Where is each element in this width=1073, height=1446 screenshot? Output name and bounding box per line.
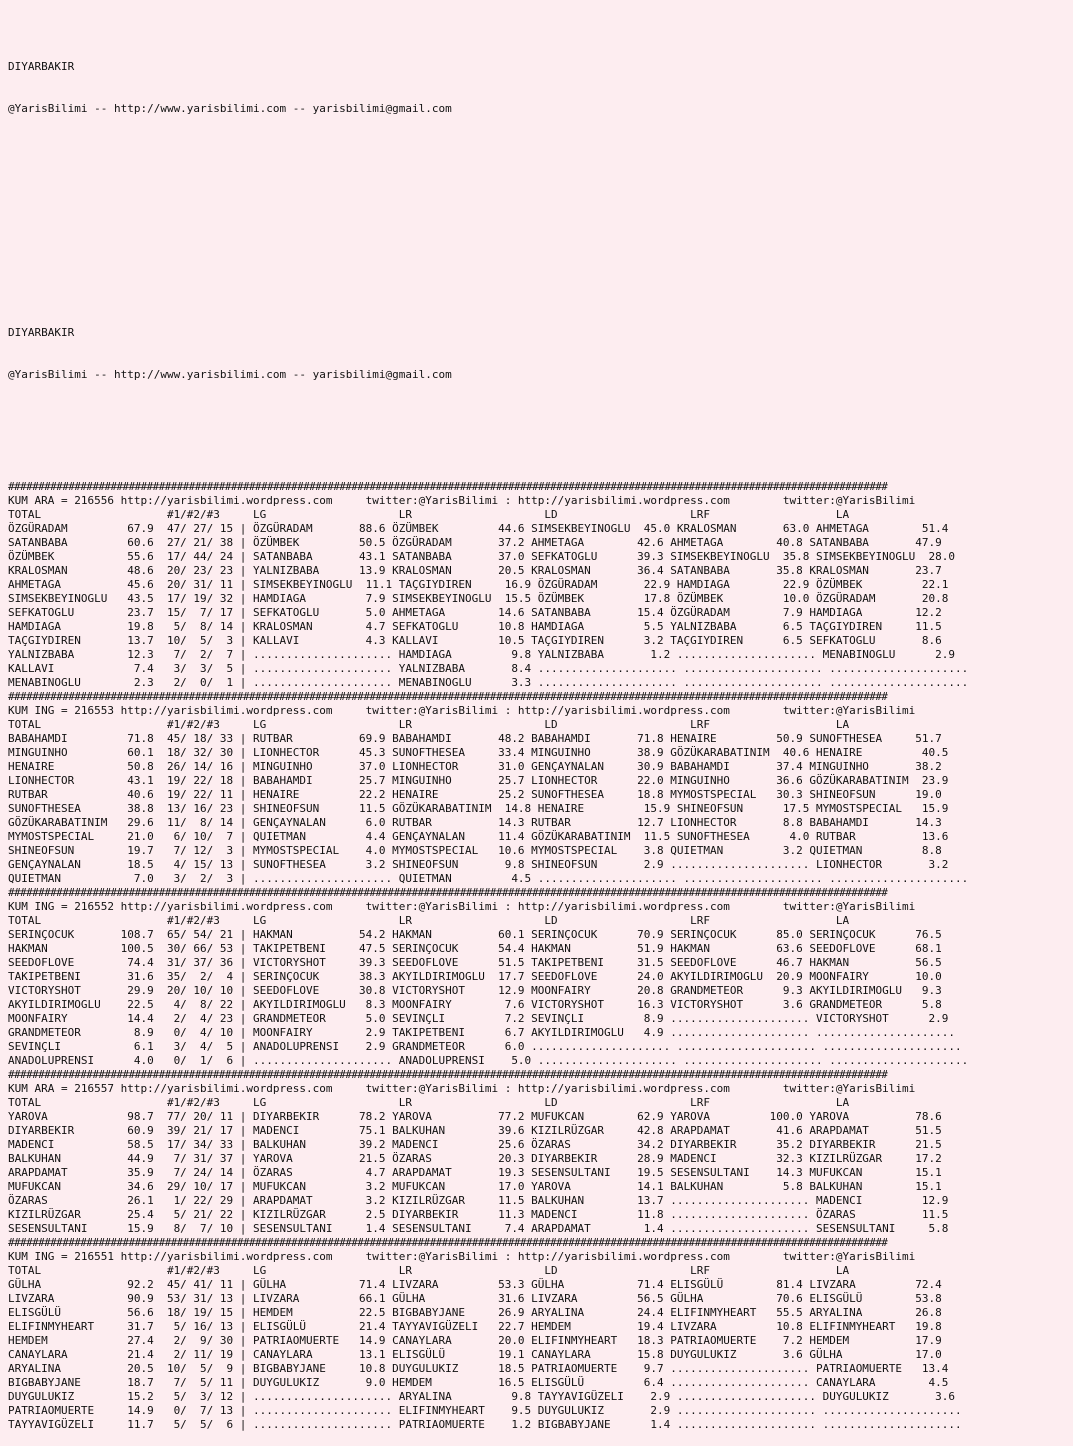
race-header-line: KUM ING = 216553 http://yarisbilimi.wordpress.com twitter:@YarisBilimi : http://yarisbilimi.wordpress.com twitter:@YarisBilimi	[8, 704, 916, 717]
table-row: TAYYAVIGÜZELI 11.7 5/ 5/ 6 | ..................... PATRIAOMUERTE 1.2 BIGBABYJANE 1.4 ..................... .....................	[8, 1418, 962, 1431]
table-row: KIZILRÜZGAR 25.4 5/ 21/ 22 | KIZILRÜZGAR 2.5 DIYARBEKIR 11.3 MADENCI 11.8 ..................... ÖZARAS 11.5	[8, 1208, 949, 1221]
table-row: TAKIPETBENI 31.6 35/ 2/ 4 | SERINÇOCUK 38.3 AKYILDIRIMOGLU 17.7 SEEDOFLOVE 24.0 AKYILDIRIMOGLU 20.9 MOONFAIRY 10.0	[8, 970, 942, 983]
column-header-row: TOTAL #1/#2/#3 LG LR LD LRF LA	[8, 508, 850, 521]
separator-line: ##################################################################################################################################################	[8, 690, 888, 703]
table-row: SEFKATOGLU 23.7 15/ 7/ 17 | SEFKATOGLU 5.0 AHMETAGA 14.6 SATANBABA 15.4 ÖZGÜRADAM 7.9 HAMDIAGA 12.2	[8, 606, 942, 619]
document-page	[8, 4, 1073, 1446]
table-row: ANADOLUPRENSI 4.0 0/ 1/ 6 | ..................... ANADOLUPRENSI 5.0 ..................... ..................... .....................	[8, 1054, 969, 1067]
table-row: GÜLHA 92.2 45/ 41/ 11 | GÜLHA 71.4 LIVZARA 53.3 GÜLHA 71.4 ELISGÜLÜ 81.4 LIVZARA 72.4	[8, 1278, 942, 1291]
race-header-line: KUM ARA = 216556 http://yarisbilimi.wordpress.com twitter:@YarisBilimi : http://yarisbilimi.wordpress.com twitter:@YarisBilimi	[8, 494, 916, 507]
race-header-line: KUM ING = 216551 http://yarisbilimi.wordpress.com twitter:@YarisBilimi : http://yarisbilimi.wordpress.com twitter:@YarisBilimi	[8, 1250, 916, 1263]
table-row: KRALOSMAN 48.6 20/ 23/ 23 | YALNIZBABA 13.9 KRALOSMAN 20.5 KRALOSMAN 36.4 SATANBABA 35.8 KRALOSMAN 23.7	[8, 564, 942, 577]
separator-line: ##################################################################################################################################################	[8, 886, 888, 899]
table-row: HAKMAN 100.5 30/ 66/ 53 | TAKIPETBENI 47.5 SERINÇOCUK 54.4 HAKMAN 51.9 HAKMAN 63.6 SEEDOFLOVE 68.1	[8, 942, 942, 955]
separator-line: ##################################################################################################################################################	[8, 1068, 888, 1081]
race-section	[8, 494, 1073, 690]
table-row: SERINÇOCUK 108.7 65/ 54/ 21 | HAKMAN 54.2 HAKMAN 60.1 SERINÇOCUK 70.9 SERINÇOCUK 85.0 SERINÇOCUK 76.5	[8, 928, 942, 941]
header-block	[8, 298, 1073, 410]
race-header-line: KUM ARA = 216557 http://yarisbilimi.wordpress.com twitter:@YarisBilimi : http://yarisbilimi.wordpress.com twitter:@YarisBilimi	[8, 1082, 916, 1095]
header-contact: @YarisBilimi -- http://www.yarisbilimi.com -- yarisbilimi@gmail.com	[8, 102, 452, 115]
table-row: DIYARBEKIR 60.9 39/ 21/ 17 | MADENCI 75.1 BALKUHAN 39.6 KIZILRÜZGAR 42.8 ARAPDAMAT 41.6 ARAPDAMAT 51.5	[8, 1124, 942, 1137]
table-row: DUYGULUKIZ 15.2 5/ 3/ 12 | ..................... ARYALINA 9.8 TAYYAVIGÜZELI 2.9 ..................... DUYGULUKIZ 3.6	[8, 1390, 956, 1403]
table-row: ARYALINA 20.5 10/ 5/ 9 | BIGBABYJANE 10.8 DUYGULUKIZ 18.5 PATRIAOMUERTE 9.7 ..................... PATRIAOMUERTE 13.4	[8, 1362, 949, 1375]
race-section	[8, 1082, 1073, 1236]
race-sections	[8, 480, 1073, 1432]
table-row: ÖZGÜRADAM 67.9 47/ 27/ 15 | ÖZGÜRADAM 88.6 ÖZÜMBEK 44.6 SIMSEKBEYINOGLU 45.0 KRALOSMAN 63.0 AHMETAGA 51.4	[8, 522, 949, 535]
table-row: SEEDOFLOVE 74.4 31/ 37/ 36 | VICTORYSHOT 39.3 SEEDOFLOVE 51.5 TAKIPETBENI 31.5 SEEDOFLOVE 46.7 HAKMAN 56.5	[8, 956, 942, 969]
table-row: HENAIRE 50.8 26/ 14/ 16 | MINGUINHO 37.0 LIONHECTOR 31.0 GENÇAYNALAN 30.9 BABAHAMDI 37.4 MINGUINHO 38.2	[8, 760, 942, 773]
table-row: MUFUKCAN 34.6 29/ 10/ 17 | MUFUKCAN 3.2 MUFUKCAN 17.0 YAROVA 14.1 BALKUHAN 5.8 BALKUHAN 15.1	[8, 1180, 942, 1193]
table-row: MINGUINHO 60.1 18/ 32/ 30 | LIONHECTOR 45.3 SUNOFTHESEA 33.4 MINGUINHO 38.9 GÖZÜKARABATINIM 40.6 HENAIRE 40.5	[8, 746, 949, 759]
table-row: SIMSEKBEYINOGLU 43.5 17/ 19/ 32 | HAMDIAGA 7.9 SIMSEKBEYINOGLU 15.5 ÖZÜMBEK 17.8 ÖZÜMBEK 10.0 ÖZGÜRADAM 20.8	[8, 592, 949, 605]
table-row: TAÇGIYDIREN 13.7 10/ 5/ 3 | KALLAVI 4.3 KALLAVI 10.5 TAÇGIYDIREN 3.2 TAÇGIYDIREN 6.5 SEFKATOGLU 8.6	[8, 634, 942, 647]
race-section	[8, 704, 1073, 886]
blank-line	[8, 256, 1073, 270]
table-row: LIONHECTOR 43.1 19/ 22/ 18 | BABAHAMDI 25.7 MINGUINHO 25.7 LIONHECTOR 22.0 MINGUINHO 36.6 GÖZÜKARABATINIM 23.9	[8, 774, 949, 787]
blank-line	[8, 438, 1073, 452]
blank-line	[8, 214, 1073, 228]
table-row: ARAPDAMAT 35.9 7/ 24/ 14 | ÖZARAS 4.7 ARAPDAMAT 19.3 SESENSULTANI 19.5 SESENSULTANI 14.3 MUFUKCAN 15.1	[8, 1166, 942, 1179]
column-header-row: TOTAL #1/#2/#3 LG LR LD LRF LA	[8, 718, 850, 731]
table-row: MADENCI 58.5 17/ 34/ 33 | BALKUHAN 39.2 MADENCI 25.6 ÖZARAS 34.2 DIYARBEKIR 35.2 DIYARBEKIR 21.5	[8, 1138, 942, 1151]
table-row: BIGBABYJANE 18.7 7/ 5/ 11 | DUYGULUKIZ 9.0 HEMDEM 16.5 ELISGÜLÜ 6.4 ..................... CANAYLARA 4.5	[8, 1376, 949, 1389]
table-row: GÖZÜKARABATINIM 29.6 11/ 8/ 14 | GENÇAYNALAN 6.0 RUTBAR 14.3 RUTBAR 12.7 LIONHECTOR 8.8 BABAHAMDI 14.3	[8, 816, 942, 829]
header-block	[8, 32, 1073, 144]
table-row: RUTBAR 40.6 19/ 22/ 11 | HENAIRE 22.2 HENAIRE 25.2 SUNOFTHESEA 18.8 MYMOSTSPECIAL 30.3 SHINEOFSUN 19.0	[8, 788, 942, 801]
table-row: ÖZARAS 26.1 1/ 22/ 29 | ARAPDAMAT 3.2 KIZILRÜZGAR 11.5 BALKUHAN 13.7 ..................... MADENCI 12.9	[8, 1194, 949, 1207]
table-row: KALLAVI 7.4 3/ 3/ 5 | ..................... YALNIZBABA 8.4 ..................... ..................... .....................	[8, 662, 969, 675]
separator-line: ##################################################################################################################################################	[8, 480, 888, 493]
race-header-line: KUM ING = 216552 http://yarisbilimi.wordpress.com twitter:@YarisBilimi : http://yarisbilimi.wordpress.com twitter:@YarisBilimi	[8, 900, 916, 913]
blank-line	[8, 172, 1073, 186]
table-row: AHMETAGA 45.6 20/ 31/ 11 | SIMSEKBEYINOGLU 11.1 TAÇGIYDIREN 16.9 ÖZGÜRADAM 22.9 HAMDIAGA 22.9 ÖZÜMBEK 22.1	[8, 578, 949, 591]
table-row: SESENSULTANI 15.9 8/ 7/ 10 | SESENSULTANI 1.4 SESENSULTANI 7.4 ARAPDAMAT 1.4 ..................... SESENSULTANI 5.8	[8, 1222, 949, 1235]
table-row: MYMOSTSPECIAL 21.0 6/ 10/ 7 | QUIETMAN 4.4 GENÇAYNALAN 11.4 GÖZÜKARABATINIM 11.5 SUNOFTHESEA 4.0 RUTBAR 13.6	[8, 830, 949, 843]
table-row: ELIFINMYHEART 31.7 5/ 16/ 13 | ELISGÜLÜ 21.4 TAYYAVIGÜZELI 22.7 HEMDEM 19.4 LIVZARA 10.8 ELIFINMYHEART 19.8	[8, 1320, 942, 1333]
table-row: MOONFAIRY 14.4 2/ 4/ 23 | GRANDMETEOR 5.0 SEVINÇLI 7.2 SEVINÇLI 8.9 ..................... VICTORYSHOT 2.9	[8, 1012, 949, 1025]
column-header-row: TOTAL #1/#2/#3 LG LR LD LRF LA	[8, 1264, 850, 1277]
table-row: GENÇAYNALAN 18.5 4/ 15/ 13 | SUNOFTHESEA 3.2 SHINEOFSUN 9.8 SHINEOFSUN 2.9 ..................... LIONHECTOR 3.2	[8, 858, 949, 871]
table-row: YALNIZBABA 12.3 7/ 2/ 7 | ..................... HAMDIAGA 9.8 YALNIZBABA 1.2 ..................... MENABINOGLU 2.9	[8, 648, 956, 661]
table-row: CANAYLARA 21.4 2/ 11/ 19 | CANAYLARA 13.1 ELISGÜLÜ 19.1 CANAYLARA 15.8 DUYGULUKIZ 3.6 GÜLHA 17.0	[8, 1348, 942, 1361]
table-row: YAROVA 98.7 77/ 20/ 11 | DIYARBEKIR 78.2 YAROVA 77.2 MUFUKCAN 62.9 YAROVA 100.0 YAROVA 78.6	[8, 1110, 942, 1123]
table-row: VICTORYSHOT 29.9 20/ 10/ 10 | SEEDOFLOVE 30.8 VICTORYSHOT 12.9 MOONFAIRY 20.8 GRANDMETEOR 9.3 AKYILDIRIMOGLU 9.3	[8, 984, 942, 997]
header-title: DIYARBAKIR	[8, 326, 75, 339]
table-row: SUNOFTHESEA 38.8 13/ 16/ 23 | SHINEOFSUN 11.5 GÖZÜKARABATINIM 14.8 HENAIRE 15.9 SHINEOFSUN 17.5 MYMOSTSPECIAL 15.9	[8, 802, 949, 815]
table-row: GRANDMETEOR 8.9 0/ 4/ 10 | MOONFAIRY 2.9 TAKIPETBENI 6.7 AKYILDIRIMOGLU 4.9 ..................... .....................	[8, 1026, 956, 1039]
table-row: HEMDEM 27.4 2/ 9/ 30 | PATRIAOMUERTE 14.9 CANAYLARA 20.0 ELIFINMYHEART 18.3 PATRIAOMUERTE 7.2 HEMDEM 17.9	[8, 1334, 942, 1347]
table-row: SEVINÇLI 6.1 3/ 4/ 5 | ANADOLUPRENSI 2.9 GRANDMETEOR 6.0 ..................... ..................... .....................	[8, 1040, 962, 1053]
column-header-row: TOTAL #1/#2/#3 LG LR LD LRF LA	[8, 1096, 850, 1109]
table-row: SHINEOFSUN 19.7 7/ 12/ 3 | MYMOSTSPECIAL 4.0 MYMOSTSPECIAL 10.6 MYMOSTSPECIAL 3.8 QUIETMAN 3.2 QUIETMAN 8.8	[8, 844, 942, 857]
column-header-row: TOTAL #1/#2/#3 LG LR LD LRF LA	[8, 914, 850, 927]
table-row: ÖZÜMBEK 55.6 17/ 44/ 24 | SATANBABA 43.1 SATANBABA 37.0 SEFKATOGLU 39.3 SIMSEKBEYINOGLU 35.8 SIMSEKBEYINOGLU 28.0	[8, 550, 956, 563]
table-row: HAMDIAGA 19.8 5/ 8/ 14 | KRALOSMAN 4.7 SEFKATOGLU 10.8 HAMDIAGA 5.5 YALNIZBABA 6.5 TAÇGIYDIREN 11.5	[8, 620, 942, 633]
table-row: PATRIAOMUERTE 14.9 0/ 7/ 13 | ..................... ELIFINMYHEART 9.5 DUYGULUKIZ 2.9 ..................... .....................	[8, 1404, 962, 1417]
table-row: SATANBABA 60.6 27/ 21/ 38 | ÖZÜMBEK 50.5 ÖZGÜRADAM 37.2 AHMETAGA 42.6 AHMETAGA 40.8 SATANBABA 47.9	[8, 536, 942, 549]
race-section	[8, 1250, 1073, 1432]
separator-line: ##################################################################################################################################################	[8, 1236, 888, 1249]
header-contact: @YarisBilimi -- http://www.yarisbilimi.com -- yarisbilimi@gmail.com	[8, 368, 452, 381]
table-row: BALKUHAN 44.9 7/ 31/ 37 | YAROVA 21.5 ÖZARAS 20.3 DIYARBEKIR 28.9 MADENCI 32.3 KIZILRÜZGAR 17.2	[8, 1152, 942, 1165]
table-row: LIVZARA 90.9 53/ 31/ 13 | LIVZARA 66.1 GÜLHA 31.6 LIVZARA 56.5 GÜLHA 70.6 ELISGÜLÜ 53.8	[8, 1292, 942, 1305]
header-title: DIYARBAKIR	[8, 60, 75, 73]
table-row: BABAHAMDI 71.8 45/ 18/ 33 | RUTBAR 69.9 BABAHAMDI 48.2 BABAHAMDI 71.8 HENAIRE 50.9 SUNOFTHESEA 51.7	[8, 732, 942, 745]
race-section	[8, 900, 1073, 1068]
table-row: AKYILDIRIMOGLU 22.5 4/ 8/ 22 | AKYILDIRIMOGLU 8.3 MOONFAIRY 7.6 VICTORYSHOT 16.3 VICTORYSHOT 3.6 GRANDMETEOR 5.8	[8, 998, 942, 1011]
table-row: MENABINOGLU 2.3 2/ 0/ 1 | ..................... MENABINOGLU 3.3 ..................... ..................... .....................	[8, 676, 969, 689]
table-row: ELISGÜLÜ 56.6 18/ 19/ 15 | HEMDEM 22.5 BIGBABYJANE 26.9 ARYALINA 24.4 ELIFINMYHEART 55.5 ARYALINA 26.8	[8, 1306, 942, 1319]
table-row: QUIETMAN 7.0 3/ 2/ 3 | ..................... QUIETMAN 4.5 ..................... ..................... .....................	[8, 872, 969, 885]
